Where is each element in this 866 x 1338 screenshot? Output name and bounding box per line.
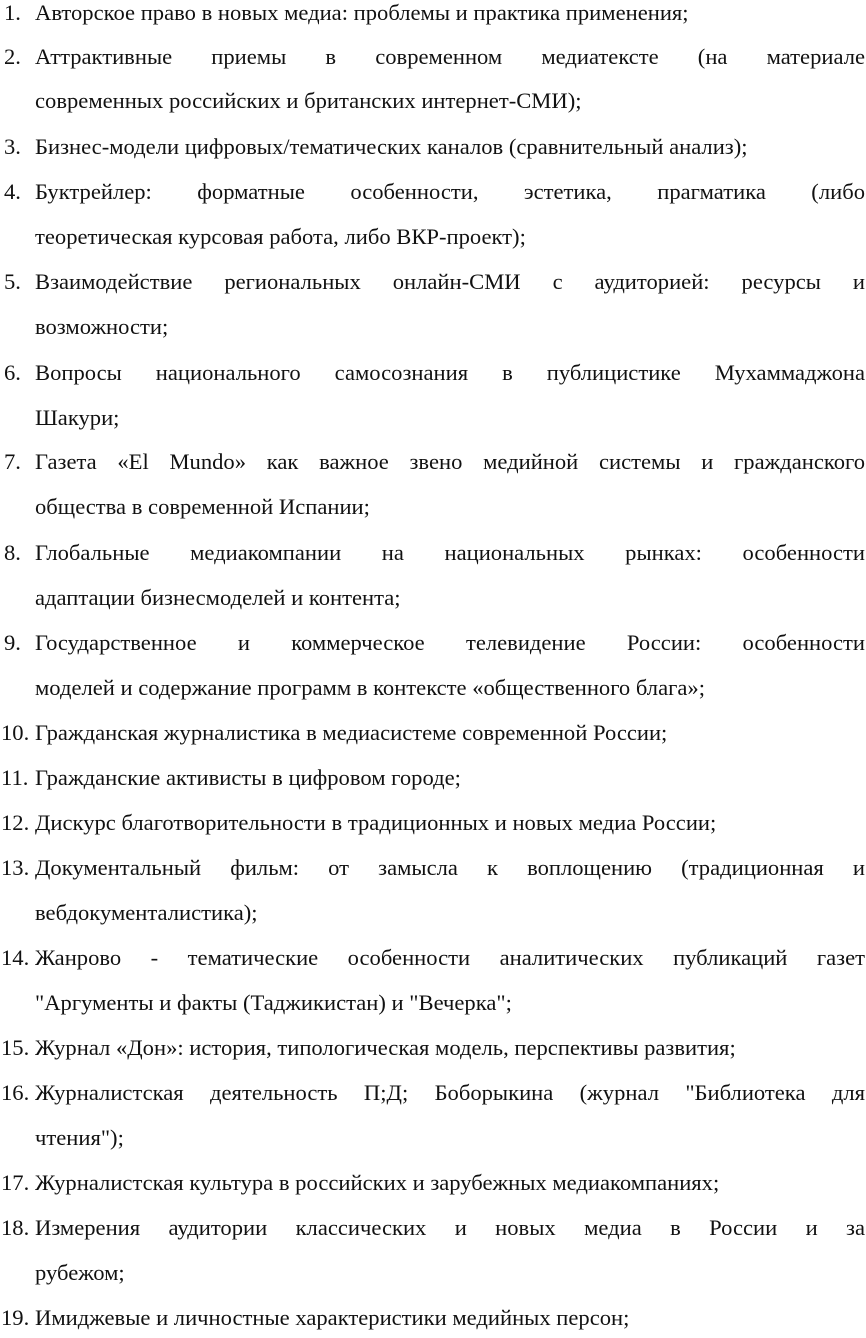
item-text: Гражданские активисты в цифровом городе; <box>35 765 461 790</box>
item-number: 7. <box>4 449 21 474</box>
item-number: 2. <box>4 44 21 69</box>
item-number: 19. <box>1 1305 30 1330</box>
item-text: Государственное и коммерческое телевидение России: особенности <box>35 630 865 655</box>
item-text: Документальный фильм: от замысла к воплощению (традиционная и <box>35 855 865 880</box>
item-text: общества в современной Испании; <box>35 494 370 519</box>
item-text: Аттрактивные приемы в современном медиатексте (на материале <box>35 44 865 69</box>
item-number: 16. <box>1 1080 30 1105</box>
item-number: 1. <box>4 0 21 25</box>
list-item-continuation <box>0 487 866 527</box>
item-number: 15. <box>1 1035 30 1060</box>
list-item-continuation <box>0 217 866 257</box>
list-item-continuation <box>0 307 866 347</box>
item-text: Вопросы национального самосознания в публицистике Мухаммаджона <box>35 360 865 385</box>
list-item-continuation <box>0 668 866 708</box>
item-text: Журналистская деятельность П;Д; Боборыкина (журнал "Библиотека для <box>35 1080 865 1105</box>
item-text: моделей и содержание программ в контексте «общественного блага»; <box>35 675 705 700</box>
list-item <box>0 442 866 482</box>
list-item <box>0 623 866 663</box>
list-item <box>0 758 866 798</box>
item-number: 9. <box>4 630 21 655</box>
item-number: 14. <box>1 945 30 970</box>
item-number: 5. <box>4 269 21 294</box>
item-number: 11. <box>1 765 29 790</box>
list-item-continuation <box>0 578 866 618</box>
list-item <box>0 1298 866 1338</box>
list-item <box>0 848 866 888</box>
item-text: Журналистская культура в российских и зарубежных медиакомпаниях; <box>35 1170 720 1195</box>
list-item <box>0 1208 866 1248</box>
list-item <box>0 262 866 302</box>
list-item <box>0 1073 866 1113</box>
item-number: 4. <box>4 179 21 204</box>
item-text: Гражданская журналистика в медиасистеме современной России; <box>35 720 668 745</box>
item-text: Бизнес-модели цифровых/тематических каналов (сравнительный анализ); <box>35 134 748 159</box>
item-text: Имиджевые и личностные характеристики медийных персон; <box>35 1305 630 1330</box>
list-item <box>0 127 866 167</box>
list-item-continuation <box>0 398 866 438</box>
item-text: "Аргументы и факты (Таджикистан) и "Вечерка"; <box>35 990 512 1015</box>
item-text: Взаимодействие региональных онлайн-СМИ с аудиторией: ресурсы и <box>35 269 865 294</box>
item-number: 3. <box>4 134 21 159</box>
list-item <box>0 533 866 573</box>
list-item-continuation <box>0 983 866 1023</box>
list-item <box>0 1028 866 1068</box>
item-number: 6. <box>4 360 21 385</box>
item-text: современных российских и британских интернет-СМИ); <box>35 88 582 113</box>
item-number: 13. <box>1 855 30 880</box>
item-number: 18. <box>1 1215 30 1240</box>
list-item <box>0 0 866 33</box>
list-item <box>0 353 866 393</box>
item-text: возможности; <box>35 314 169 339</box>
list-item <box>0 172 866 212</box>
item-number: 10. <box>1 720 30 745</box>
item-text: Журнал «Дон»: история, типологическая модель, перспективы развития; <box>35 1035 736 1060</box>
item-text: чтения"); <box>35 1125 124 1150</box>
item-text: Глобальные медиакомпании на национальных рынках: особенности <box>35 540 865 565</box>
item-text: Буктрейлер: форматные особенности, эстетика, прагматика (либо <box>35 179 865 204</box>
list-item <box>0 938 866 978</box>
item-text: рубежом; <box>35 1260 125 1285</box>
list-item-continuation <box>0 893 866 933</box>
list-item <box>0 713 866 753</box>
item-text: Жанрово - тематические особенности аналитических публикаций газет <box>35 945 865 970</box>
list-item <box>0 1163 866 1203</box>
item-number: 12. <box>1 810 30 835</box>
item-text: теоретическая курсовая работа, либо ВКР-проект); <box>35 224 526 249</box>
item-text: Газета «El Mundo» как важное звено медийной системы и гражданского <box>35 449 865 474</box>
list-item-continuation <box>0 1118 866 1158</box>
item-text: Измерения аудитории классических и новых медиа в России и за <box>35 1215 865 1240</box>
item-text: Авторское право в новых медиа: проблемы и практика применения; <box>35 0 689 25</box>
item-number: 8. <box>4 540 21 565</box>
list-item-continuation <box>0 81 866 121</box>
item-text: адаптации бизнесмоделей и контента; <box>35 585 401 610</box>
list-item <box>0 803 866 843</box>
list-item-continuation <box>0 1253 866 1293</box>
item-text: Шакури; <box>35 405 120 430</box>
item-text: Дискурс благотворительности в традиционных и новых медиа России; <box>35 810 717 835</box>
item-text: вебдокументалистика); <box>35 900 258 925</box>
item-number: 17. <box>1 1170 30 1195</box>
list-item <box>0 37 866 77</box>
